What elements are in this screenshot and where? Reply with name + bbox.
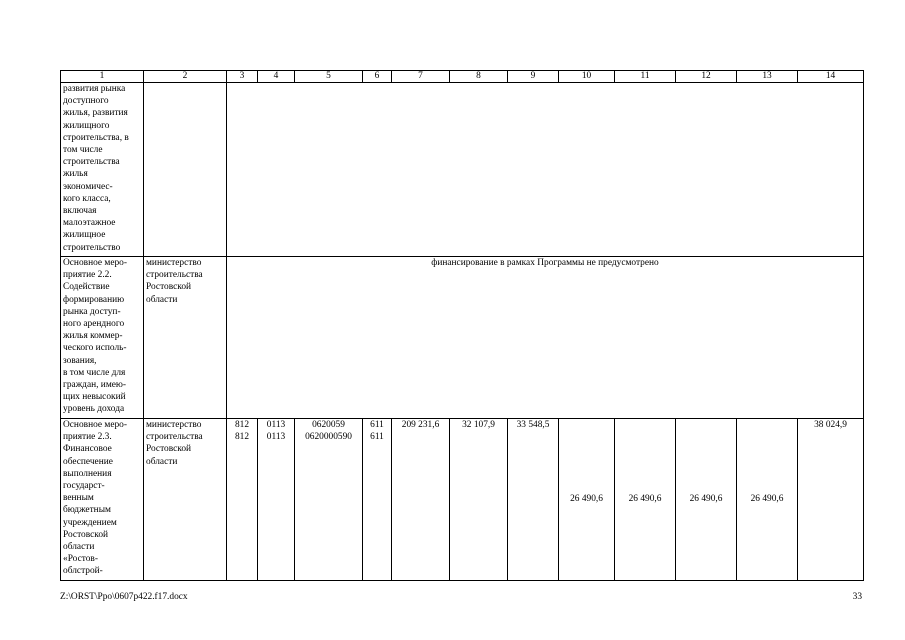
row1-name: развития рынка доступного жилья, развития жилищного строительства, в том числе строительства жилья экономичес- кого класса, включая малоэтажное жилищное строительство <box>63 84 129 253</box>
row3-year2: 33 548,5 <box>516 420 550 430</box>
row3-year1-cell <box>450 419 508 581</box>
col-header-12: 12 <box>676 71 737 83</box>
row3-year3-cell <box>559 419 615 581</box>
col-header-10: 10 <box>559 71 615 83</box>
col-header-2: 2 <box>144 71 227 83</box>
row3-total-cell <box>392 419 450 581</box>
col-header-4: 4 <box>258 71 295 83</box>
row3-name-cell <box>61 419 144 581</box>
row3-year4: 26 490,6 <box>628 494 662 505</box>
financing-note-text: финансирование в рамках Программы не предусмотрено <box>431 258 659 268</box>
table-row <box>61 419 864 581</box>
row3-year6: 26 490,6 <box>750 494 784 505</box>
row3-rzpr-cell <box>258 419 295 581</box>
row3-year5-cell <box>676 419 737 581</box>
row3-csr: 0620059 0620000590 <box>305 420 352 443</box>
col-header-6: 6 <box>363 71 392 83</box>
row3-name: Основное меро- приятие 2.3. Финансовое обеспечение выполнения государст- венным бюджетным учреждением Ростовской области «Ростов- облстрой- <box>63 420 127 577</box>
row3-grbs-cell <box>227 419 258 581</box>
row2-executor: министерство строительства Ростовской области <box>146 258 203 305</box>
col-header-1: 1 <box>61 71 144 83</box>
col-header-3: 3 <box>227 71 258 83</box>
col-header-13: 13 <box>737 71 798 83</box>
col-header-8: 8 <box>450 71 508 83</box>
row3-vr: 611 611 <box>370 420 384 443</box>
row3-year2-cell <box>508 419 559 581</box>
row3-total: 209 231,6 <box>401 420 440 430</box>
col-header-9: 9 <box>508 71 559 83</box>
row1-executor-cell <box>144 83 227 257</box>
row3-csr-cell <box>295 419 363 581</box>
row1-empty-span <box>227 83 864 257</box>
col-header-14: 14 <box>798 71 864 83</box>
row3-vr-cell <box>363 419 392 581</box>
footer-file-path: Z:\ORST\Ppo\0607p422.f17.docx <box>60 592 188 602</box>
row3-rzpr: 0113 0113 <box>266 420 286 443</box>
program-table <box>60 70 864 581</box>
row3-year3: 26 490,6 <box>570 494 603 505</box>
row3-year7-cell <box>798 419 864 581</box>
col-header-11: 11 <box>615 71 676 83</box>
row1-name-cell <box>61 83 144 257</box>
row3-grbs: 812 812 <box>234 420 250 443</box>
row2-executor-cell <box>144 257 227 419</box>
row3-year6-cell <box>737 419 798 581</box>
row2-name: Основное меро- приятие 2.2. Содействие формированию рынка доступ- ного арендного жилья коммер- ческого исполь- зования, в том числе для граждан, имею- щих невысокий уровень дохода <box>63 258 127 415</box>
row3-year5: 26 490,6 <box>689 494 723 505</box>
row2-financing-note <box>227 257 864 419</box>
row3-executor: министерство строительства Ростовской области <box>146 420 203 467</box>
column-number-row <box>61 71 864 83</box>
row2-name-cell <box>61 257 144 419</box>
table-row <box>61 257 864 419</box>
table-row <box>61 83 864 257</box>
row3-year7: 38 024,9 <box>814 420 847 430</box>
page-number: 33 <box>852 592 862 602</box>
row3-year4-cell <box>615 419 676 581</box>
row3-year1: 32 107,9 <box>462 420 495 430</box>
row3-executor-cell <box>144 419 227 581</box>
col-header-5: 5 <box>295 71 363 83</box>
col-header-7: 7 <box>392 71 450 83</box>
